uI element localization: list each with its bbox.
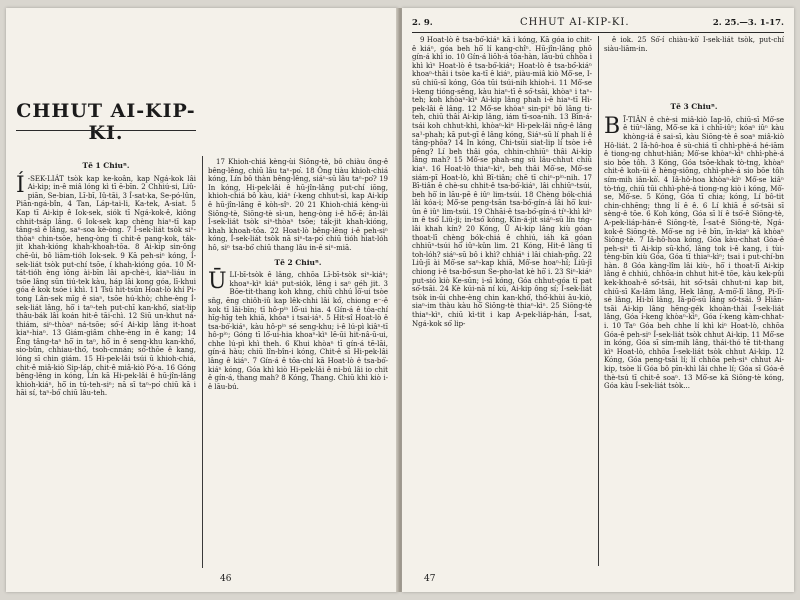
verse-text: Ī-TIÂN ê chè-si miâ-kiò Iap-lō, chiū-sī Mô͘-se ê tiūⁿ-lâng, Mô͘-se kā i chhī-iûⁿ; kóaⁿ iûⁿ kàu khòng-iá ê sai-sī, kàu Siōng-tè ê soaⁿ miâ-kiò Hô-liát. 2 Iâ-hô-hoa ê sù-chiá tī chhì-phè-á hé-iām ê tiong-ng chhut-hiān; Mô͘-se khòaⁿ-kìⁿ chhì-phè-á sio bōe tôh. 3 Kóng, Góa tsōe-khak tò-tng, khòaⁿ chit-ê koh-ūi ê hèng-siōng, chhì-phè-á sio bōe tôh sím-mih iân-kò͘. 4 Iâ-hô-hoa khòaⁿ-kìⁿ Mô͘-se kiâⁿ tò-tńg, chiū tūi chhì-phè-á tiong-ng kiò i kóng, Mô͘-se, Mô͘-se. 5 Kóng, Góa tī chia; kóng, Lí bô-tit chin-chhēng; thng lí ê ê. 6 Lí khiā ê só͘-tsāi sī sèng-ê tōe. 6 Koh kóng, Góa sī lí ê tsó͘-ê Siōng-tè, A-pek-liáp-hán-ê Siōng-tè, Í-sat-ê Siōng-tè, Ngá-kok-ê Siōng-tè. Mô͘-se ng i-ê bīn, īn-kiaⁿ kā khòaⁿ Siōng-tè. 7 Iâ-hô-hoa kóng, Góa kàu-chhat Góa-ê peh-siⁿ tī Ai-kip sū-khó͘, lâng tok i-ê kang, i tùi-tèng-bīn kiù Góa, Góa tī thiaⁿ-kìⁿ; tsai i put-chí-bn hàn. 8 Góa kàng-lîm lâi kiù-, hō͘ i thoat-lī Ai-kip lâng ê chhiú, chhōa-in chhut hit-ê tōe, kàu kek-pûi kek-khoah-ê só͘-tsāi, hit só͘-tsāi chhut-ni kap bit, chiū-sī Ka-lâm lâng, Hek lâng, A-mō͘-lī lâng, Pi-lī-sé lâng, Hi-bī lâng, Iâ-pō͘-sū lâng só͘-tsāi. 9 Hiān-tsāi Ai-kip lâng hēng-gék khoàn-thài Í-sek-liát lâng, Góa í-keng khòaⁿ-kìⁿ, Góa í-keng kàm-chhat-i. 10 Taⁿ Góa beh chhe lí khì kiⁿ Hoat-lò, chhōa Góa-ê peh-siⁿ Í-sek-liát tsòk chhut Ai-kip. 11 Mô͘-se in kóng, Góa sī sím-mih lâng, thái-thó tē tit-thang kìⁿ Hoat-lò, chhōa Í-sek-liát tsòk chhut Ai-kip. 12 Kóng, Góa peng-tsāi lí; lí chhōa peh-siⁿ chhut Ai-kip, tsòe lí Góa bô pīn-khì lâi chhe lí; Góa sī Góa-ê thè-tsú tī chit-ê soaⁿ. 13 Mô͘-se kā Siōng-tè kóng, Góa kàu Í-sek-liát tsòk... [604,115,784,391]
chapter-heading: Tē 3 Chiuⁿ. [670,102,718,112]
title-rule [16,130,196,131]
chapter-text [16,172,196,398]
drop-cap: Ū [208,269,227,295]
chapter-text [604,113,784,391]
drop-cap: Í [16,172,25,198]
verse-text: 17 Khioh-chiá kèng-ùi Siōng-tè, bô chiàu ông-ê bêng-lêng, chiū lâu taⁿ-po͘. 18 Ông tiàu khioh-chiá kóng, Lín bô thàn bêng-lêng, siáⁿ-sū lâu taⁿ-po͘? 19 In kóng, Hi-pek-lâi ê hū-jîn-lâng put-chí iōng, khioh-chiá bô kàu, kiáⁿ í-keng chhut-sì, kap Ai-kip ê hū-jîn-lâng ē kòh-sîⁿ. 20 21 Khioh-chiá kèng-ùi Siōng-tè, Siōng-tè sì-un, heng-òng i-ê hō͘-ē; ân-lâi Í-sek-liát tsòk siⁿ-thòaⁿ tsōe; ták-jit khah-kióng, khah khoah-tōa. 22 Hoat-lò bêng-lêng i-ê peh-siⁿ kóng, Í-sek-liát tsòk nā siⁿ-ta-po͘ chiū tióh hiat-lóh hô, siⁿ tsa-bó͘ chiū thang lâu in-ê siⁿ-miā. [208,158,388,252]
header-rule [412,32,784,33]
book-title: CHHUT AI-KIP-KI. [16,100,196,144]
column-divider [598,36,599,566]
running-head-title: CHHUT AI-KIP-KI. [520,17,630,28]
left-page [6,8,398,592]
right-column-1 [412,36,592,566]
page-number: 46 [220,574,232,584]
chapter-text [208,271,388,391]
chapter-heading: Tē 1 Chiuⁿ. [82,161,130,170]
verse-text: ê iok. 25 Só͘-í chiàu-kò͘ Í-sek-liát tsòk, put-chí siàu-liām-in. [604,36,784,53]
verse-text: -SEK-LIÁT tsòk kap ke-koân, kap Ngá-kok lâi Ai-kip; in-ê miâ lóng kì tī ē-bīn. 2 Chhiú-si, Liû-piān, Se-bian, Lī-bī, Iû-tāi, 3 Í-sat-ka, Se-pó-lûn, Piān-ngá-bîn, 4 Tan, Láp-tai-li, Ka-tek, A-siat. 5 Kap tī Ai-kip ê Iok-sek, siók tī Ngá-kok-ê, kiông chhit-tsáp lâng. 6 Iok-sek kap chèng hiaⁿ-tī kap tâng-sì ê lâng, saⁿ-soa kè-òng. 7 Í-sek-liát tsòk siⁿ-thòaⁿ chin-tsōe, heng-òng tī chit-ê pang-kok, ták-jit khah-kióng khah-khoah-tōa. 8 Ai-kip sin-ông chē-ûi, bô liām-tióh Iok-sek. 9 Kā peh-siⁿ kóng, Í-sek-liát tsòk put-chí tsōe, í khah-kióng góa. 10 M̄-tát-tióh èng iōng ài-bīn lâi ap-chè-i, kiaⁿ-liáu in tsōe lâng sūn tiú-tek kàu, háp lâi kong góa, lī-khui góa ê kok tsóe i khì. 11 Tsū hit-tsūn Hoat-lò khí Pi-tong Lân-sek mīg ê siaⁿ, tsōe hú-khò; chhe-èng Í-sek-liát lâng, hō͘ i taⁿ-teh put-chī kan-khó͘, siat-lip thâu-bák lâi koán hit-ê tāi-chì. 12 Siū un-khut ná-thiám, siⁿ-thòaⁿ ná-tsōe; só͘-í Ai-kip lâng it-hoat kiaⁿ-hiaⁿ. 13 Giám-giâm chhe-èng in ê kang; 14 Ēng tâng-taⁿ hō͘ in taⁿ, hō͘ in ê seng-khu kan-khó͘, sio-bûn, chhiau-thó͘, tsoh-cnnán; só͘-thōe ê kang, lóng sī chin giám. 15 Hi-pek-lâi tsúi ū khioh-chiá, chit-ê miâ-kiò Sip-láp, chit-ê miâ-kiò Pó-a. 16 Góng bêng-lêng in kóng, Lín kā Hi-pek-lâi ê hū-jîn-lâng khioh-kiáⁿ, hō͘ in tú-teh-siⁿ; nā sī taⁿ-po͘ chiū kā i hāi sí, taⁿ-bó͘ chiū lâu-teh. [16,174,196,398]
page-number: 47 [424,574,436,584]
running-head-left: 2. 9. [412,18,433,28]
right-column-2 [604,36,784,566]
verse-text: LI-bī-tsòk ê lâng, chhōa Lī-bī-tsòk siⁿ-kiáⁿ; khoaⁿ-kìⁿ kiáⁿ put-siók, lêng i saⁿ géh jit. 3 Bōe-tit-thang koh khng, chiū chhú lô͘-ui tsòe sn̄g, ēng chiôh-iû kap lêk-chhi lâi kó͘, chiong e⁻-ê kok tī lāi-bīn; tī hô-pⁱⁿ lô͘-ui hia. 4 Gín-á ê tōa-chí hīg-hīg teh khiā, khòaⁿ i tsai-iáⁿ. 5 Hit-sî Hoat-lò ê tsa-bó͘-kiáⁿ, kàu hô-pⁱⁿ sé seng-khu; i-ê lú-pì kiâⁿ-tī hô-pⁱⁿ; Góng tī lô͘-ui-hia khoaⁿ-kìⁿ lē-ūi hit-nâ-ū-ui, chhe lú-pì khì theh. 6 Khui khòaⁿ tī gín-á tē-lāi, gín-á hàu; chiū lîn-bîn-i kóng, Chit-ê sī Hi-pek-lâi lâng ê kiáⁿ. 7 Gín-á ê tōa-chí kā Hoat-lò ê tsa-bó͘-kiáⁿ kóng, Góa khì kiò Hi-pek-lâi ê ni-bú lâi io chit ê gín-á, thang mah? 8 Kóng, Thang. Chiū khì kiò i-ê lāu-bú. [208,271,388,391]
left-column-1 [16,158,196,570]
right-page [402,8,794,592]
drop-cap: B [604,113,621,139]
left-column-2 [208,158,388,570]
running-head-right: 2. 25.—3. 1-17. [712,18,784,28]
column-divider [202,156,203,568]
chapter-heading: Tē 2 Chiuⁿ. [274,257,322,267]
verse-text: 9 Hoat-lò ê tsa-bó͘-kiáⁿ kā i kóng, Kā góa io chit-ê kiáⁿ, góa beh hō͘ lí kang-chîⁿ. Hū-jîn-lâng phō gín-á khì io. 10 Gín-á liōh-á tōa-hàn, lāu-bú chhōa i khì kìⁿ Hoat-lò ê tsa-bó͘-kiáⁿ; Hoat-lò ê tsa-bó͘-kiáⁿ khoaⁿ-thāi i tsòe ka-tī ê kiáⁿ, piàu-miâ kiò Mô͘-se, I-sū chiū-sī kóng, Góa tūi tsúi-nih khioh-i. 11 Mô͘-se i-keng tióng-sêng, kàu hiaⁿ-tī ê só͘-tsāi, khòaⁿ i taⁿ-teh; koh khòaⁿ-kìⁿ Ai-kip lâng phah i-ê hiaⁿ-tī Hi-pek-lâi ê lâng. 12 Mô͘-se khòaⁿ sin-piⁿ bô lâng ti-teh, chiū thâi Ai-kip lâng, iám tī-soa-nih. 13 Bīn-á-tsái koh chhut-khì, khòaⁿ-kìⁿ Hi-pek-lâi nn̄g-ê lâng sa¹-phah; kā put-gī ê lâng kóng, Siáⁿ-sū lí phah lí ê tâng-phôa? 14 In kóng, Chi-tsūi siat-lip lí tsòe i-ê pêng? Lí beh thâi góa, chhin-chhiūⁿ thâi Ai-kip lâng mah? 15 Mô͘-se phah-sng sū lâu-chhut chiū kiaⁿ. 16 Hoat-lò thiaⁿ-kìⁿ, beh thâi Mô͘-se, Mô͘-se siám-pī Hoat-lò, khì Bī-tiân; chē tī chiⁿ-pⁱⁿ-nih. 17 Bī-tiân ê chè-su chhit-ê tsa-bó͘-kiáⁿ, lâi chhiūⁿ-tsúi, beh hō͘ in lāu-pē ê iûⁿ lim-tsúi. 18 Chèng bók-chiá lâi kóa-i; Mô͘-se peng-tsān tsa-bó͘-gín-á lâi hō͘ kui-ûn ê iûⁿ lim-tsúi. 19 Chhāi-ê tsa-bó͘-gín-á tíⁿ-khì kìⁿ in ê tsó͘ Liû-ji; in-tsó͘ kóng, Kin-á-jit siáⁿ-sū lín tńg-lâi khah kín? 20 Kóng, Ū Ai-kip lâng kiù góan thoat-lī chèng bók-chiá ê chhiú, iáh kā góan chhiūⁿ-tsúi hō͘ iûⁿ-kûn lim. 21 Kóng, Hit-ê lâng tī toh-lóh? siáⁿ-sū bô i khì? chhiáⁿ i lâi chiah-pn̄g. 22 Liû-jī ài Mô͘-se saⁿ-kap khiā, Mô͘-se hoaⁿ-hí; Liû-jī chiong i-ê tsa-bó͘-sun Se-pho-lat kè hō͘ i. 23 Siⁿ-kiáⁿ put-sió kiò Ke-sūn; i-sī kóng, Góa chhut-góa tī pat só͘-tsāi. 24 Kè kúi-nā ní kú, Ai-kip ông sí; Í-sek-liát tsòk in-ūi chhe-èng chin kan-khó͘, thó͘-khùi āu-kiò, siaⁿ-im thàu kàu hō͘ Siōng-tè thiaⁿ-kìⁿ. 25 Siōng-tè thiaⁿ-kìⁿ, chiū kì-tit i kap A-pek-liáp-hán, Í-sat, Ngá-kok só͘ lip- [412,36,592,328]
